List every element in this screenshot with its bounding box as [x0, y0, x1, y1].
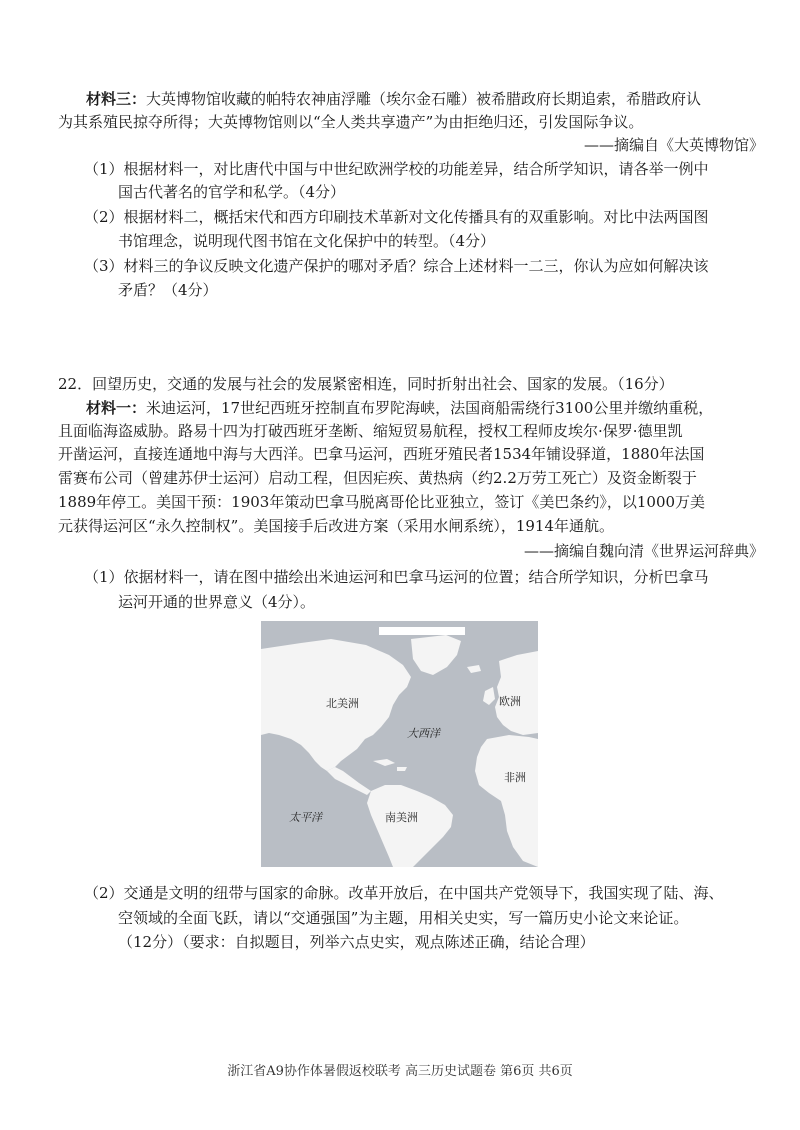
q22-2-line3: （12分）（要求：自拟题目，列举六点史实，观点陈述正确，结论合理） [118, 933, 595, 951]
q21-2-line1: （2）根据材料二，概括宋代和西方印刷技术革新对文化传播具有的双重影响。对比中法两国图 [84, 208, 709, 226]
label-pacific: 太平洋 [289, 811, 322, 824]
q22-material1-source: ——摘编自魏向清《世界运河辞典》 [523, 542, 764, 560]
europe-landmass [495, 651, 538, 735]
material3-line1 [86, 88, 701, 110]
material3-line2: 为其系殖民掠夺所得；大英博物馆则以“全人类共享遗产”为由拒绝归还，引发国际争议。 [58, 113, 644, 131]
label-south-america: 南美洲 [385, 811, 418, 824]
page-footer: 浙江省A9协作体暑假返校联考 高三历史试题卷 第6页 共6页 [227, 1064, 573, 1079]
q22-material1-line2: 且面临海盗威胁。路易十四为打破西班牙垄断、缩短贸易航程，授权工程师皮埃尔·保罗·德里凯 [58, 422, 683, 440]
q22-material1-text1: 米迪运河，17世纪西班牙控制直布罗陀海峡，法国商船需绕行3100公里并缴纳重税， [146, 399, 714, 417]
label-north-america: 北美洲 [326, 697, 359, 710]
q22-1-line1: （1）依据材料一，请在图中描绘出米迪运河和巴拿马运河的位置；结合所学知识，分析巴拿马 [84, 568, 709, 586]
q22-material1-line6: 元获得运河区“永久控制权”。美国接手后改进方案（采用水闸系统），1914年通航。 [58, 517, 615, 535]
q22-material1-line5: 1889年停工。美国干预：1903年策动巴拿马脱离哥伦比亚独立，签订《美巴条约》，以1000万美 [58, 493, 706, 511]
q22-2-line2: 空领域的全面飞跃，请以“交通强国”为主题，用相关史实，写一篇历史小论文来论证。 [118, 909, 689, 927]
map-svg [261, 621, 538, 867]
q21-1-line1: （1）根据材料一，对比唐代中国与中世纪欧洲学校的功能差异，结合所学知识，请各举一例中 [84, 160, 709, 178]
label-africa: 非洲 [504, 771, 526, 784]
q22-material1-line3: 开凿运河，直接连通地中海与大西洋。巴拿马运河，西班牙殖民者1534年铺设驿道，1880年法国 [58, 445, 705, 463]
material3-text1: 大英博物馆收藏的帕特农神庙浮雕（埃尔金石雕）被希腊政府长期追索，希腊政府认 [146, 90, 702, 108]
q21-1-line2: 国古代著名的官学和私学。（4分） [118, 183, 346, 201]
q22-1-line2: 运河开通的世界意义（4分）。 [118, 593, 316, 611]
q21-3-line1: （3）材料三的争议反映文化遗产保护的哪对矛盾？综合上述材料一二三，你认为应如何解决该 [84, 257, 709, 275]
q22-2-line1: （2）交通是文明的纽带与国家的命脉。改革开放后，在中国共产党领导下，我国实现了陆、海、 [84, 884, 724, 902]
q21-3-line2: 矛盾？（4分） [118, 281, 218, 299]
q22-material1-label: 材料一： [86, 399, 147, 417]
atlantic-world-map [261, 621, 538, 867]
q22-stem: 22．回望历史，交通的发展与社会的发展紧密相连，同时折射出社会、国家的发展。（16分） [58, 375, 674, 393]
material3-label: 材料三： [86, 90, 147, 108]
map-top-white-bar [379, 627, 465, 635]
q21-2-line2: 书馆理念，说明现代图书馆在文化保护中的转型。（4分） [118, 232, 496, 250]
label-europe: 欧洲 [499, 695, 521, 708]
material3-source: ——摘编自《大英博物馆》 [583, 136, 764, 154]
q22-material1-line1 [86, 397, 713, 419]
label-atlantic: 大西洋 [407, 727, 440, 740]
q22-material1-line4: 雷赛布公司（曾建苏伊士运河）启动工程，但因疟疾、黄热病（约2.2万劳工死亡）及资金断裂于 [58, 469, 697, 487]
